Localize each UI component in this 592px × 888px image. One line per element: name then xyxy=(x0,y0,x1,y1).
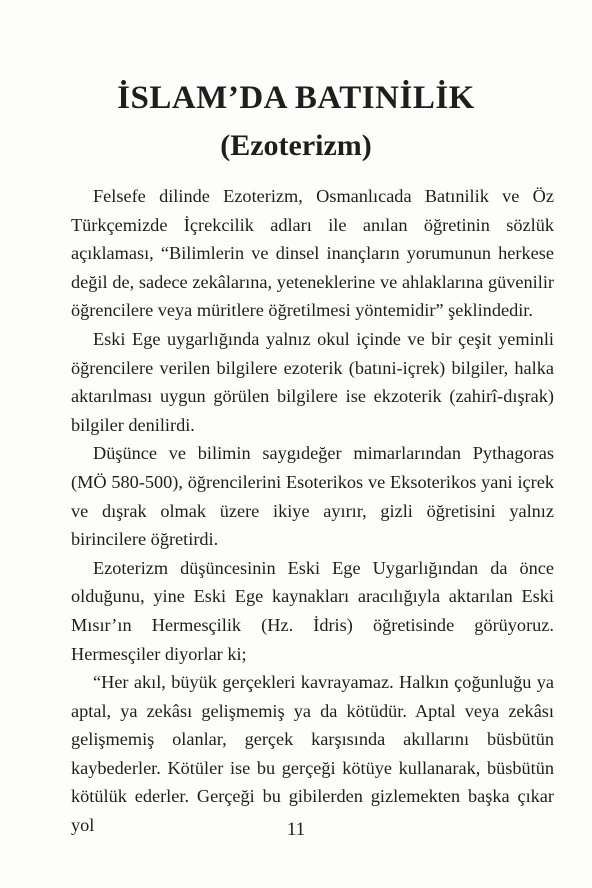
paragraph: Felsefe dilinde Ezoterizm, Osmanlıcada Batınilik ve Öz Türkçemizde İçrekcilik adları ile anılan öğretinin sözlük açıklaması, “Bilimlerin ve dinsel inançların yorumunun herkese değil de, sadece zekâlarına, yeteneklerine ve ahlaklarına güvenilir öğrencilere veya müritlere öğretilmesi yöntemidir” şeklindedir. xyxy=(71,186,554,321)
paragraph: Eski Ege uygarlığında yalnız okul içinde ve bir çeşit yeminli öğrencilere verilen bilgilere ezoterik (batıni-içrek) bilgiler, halka aktarılması uygun görülen bilgilere ise ekzoterik (zahirî-dışrak) bilgiler denilirdi. xyxy=(71,328,554,435)
paragraph: Ezoterizm düşüncesinin Eski Ege Uygarlığından da önce olduğunu, yine Eski Ege kaynakları aracılığıyla aktarılan Eski Mısır’ın Hermesçilik (Hz. İdris) öğretisinde görüyoruz. Hermesçiler diyorlar ki; xyxy=(71,557,554,664)
paragraph: Düşünce ve bilimin saygıdeğer mimarlarından Pythagoras (MÖ 580-500), öğrencilerini Esoterikos ve Eksoterikos yani içrek ve dışrak olmak üzere ikiye ayırır, gizli öğretisini yalnız birincilere öğretirdi. xyxy=(71,443,554,550)
page-number: 11 xyxy=(286,819,306,840)
paragraph: “Her akıl, büyük gerçekleri kavrayamaz. Halkın çoğunluğu ya aptal, ya zekâsı gelişmemiş ya da kötüdür. Aptal veya zekâsı gelişmemiş olanlar, gerçek karşısında akıllarını büsbütün kaybederler. Kötüler ise bu gerçeği kötüye kullanarak, büsbütün kötülük ederler. Gerçeği bu gibilerden gizlemekten başka çıkar yol xyxy=(71,672,554,836)
body-text xyxy=(71,182,554,840)
chapter-title: İSLAM’DA BATINİLİK xyxy=(117,80,475,116)
chapter-subtitle: (Ezoterizm) xyxy=(220,129,372,162)
